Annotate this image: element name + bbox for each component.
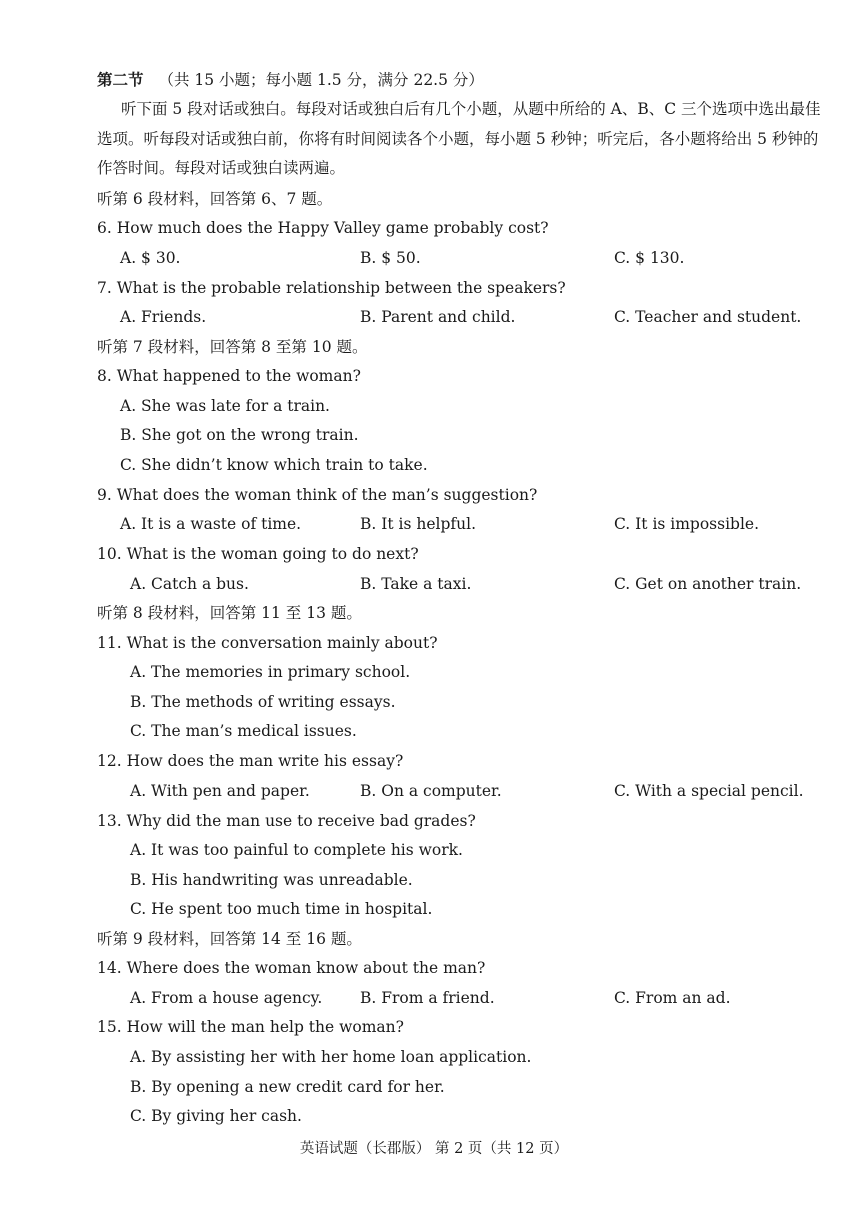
option-a: A. It is a waste of time. bbox=[120, 515, 302, 533]
option-c: C. The man’s medical issues. bbox=[130, 722, 357, 740]
option-b: B. Parent and child. bbox=[360, 308, 516, 326]
option-a: A. By assisting her with her home loan application. bbox=[130, 1048, 532, 1066]
question-stem: 6. How much does the Happy Valley game probably cost? bbox=[97, 219, 549, 237]
option-a: A. Catch a bus. bbox=[130, 575, 249, 593]
question-stem: 11. What is the conversation mainly about? bbox=[97, 634, 438, 652]
section-instructions: 听下面 5 段对话或独白。每段对话或独白后有几个小题，从题中所给的 A、B、C 三个选项中选出最佳选项。听每段对话或独白前，你将有时间阅读各个小题，每小题 5 秒钟；听完后，各小题将给出 5 秒钟的作答时间。每段对话或独白读两遍。 bbox=[97, 100, 821, 177]
option-b: B. Take a taxi. bbox=[360, 575, 472, 593]
page-footer: 英语试题（长郡版） 第 2 页（共 12 页） bbox=[299, 1141, 569, 1157]
option-c: C. With a special pencil. bbox=[614, 782, 804, 800]
option-c: C. Teacher and student. bbox=[614, 308, 802, 326]
option-c: C. $ 130. bbox=[614, 249, 685, 267]
material-heading: 听第 9 段材料，回答第 14 至 16 题。 bbox=[97, 930, 362, 948]
material-heading: 听第 6 段材料，回答第 6、7 题。 bbox=[97, 190, 333, 208]
question-stem: 9. What does the woman think of the man’s suggestion? bbox=[97, 486, 538, 504]
option-b: B. The methods of writing essays. bbox=[130, 693, 396, 711]
option-b: B. It is helpful. bbox=[360, 515, 477, 533]
option-c: C. Get on another train. bbox=[614, 575, 802, 593]
question-stem: 12. How does the man write his essay? bbox=[97, 752, 404, 770]
section-info: （共 15 小题；每小题 1.5 分，满分 22.5 分） bbox=[158, 71, 484, 89]
option-a: A. It was too painful to complete his work. bbox=[130, 841, 463, 859]
option-a: A. The memories in primary school. bbox=[130, 663, 411, 681]
question-stem: 7. What is the probable relationship between the speakers? bbox=[97, 279, 566, 297]
option-a: A. From a house agency. bbox=[130, 989, 323, 1007]
option-a: A. Friends. bbox=[120, 308, 207, 326]
material-heading: 听第 8 段材料，回答第 11 至 13 题。 bbox=[97, 604, 362, 622]
option-c: C. From an ad. bbox=[614, 989, 731, 1007]
option-c: C. He spent too much time in hospital. bbox=[130, 900, 433, 918]
option-b: B. On a computer. bbox=[360, 782, 502, 800]
option-b: B. $ 50. bbox=[360, 249, 421, 267]
option-b: B. From a friend. bbox=[360, 989, 495, 1007]
option-b: B. She got on the wrong train. bbox=[120, 426, 359, 444]
question-stem: 13. Why did the man use to receive bad grades? bbox=[97, 812, 476, 830]
section-heading bbox=[97, 69, 484, 91]
option-c: C. She didn’t know which train to take. bbox=[120, 456, 428, 474]
question-stem: 8. What happened to the woman? bbox=[97, 367, 361, 385]
option-b: B. His handwriting was unreadable. bbox=[130, 871, 413, 889]
option-b: B. By opening a new credit card for her. bbox=[130, 1078, 445, 1096]
question-stem: 10. What is the woman going to do next? bbox=[97, 545, 419, 563]
question-stem: 14. Where does the woman know about the man? bbox=[97, 959, 486, 977]
option-c: C. By giving her cash. bbox=[130, 1107, 302, 1125]
option-a: A. With pen and paper. bbox=[130, 782, 310, 800]
option-a: A. She was late for a train. bbox=[120, 397, 330, 415]
option-c: C. It is impossible. bbox=[614, 515, 760, 533]
question-stem: 15. How will the man help the woman? bbox=[97, 1018, 404, 1036]
option-a: A. $ 30. bbox=[120, 249, 181, 267]
section-title: 第二节 bbox=[97, 70, 144, 89]
material-heading: 听第 7 段材料，回答第 8 至第 10 题。 bbox=[97, 338, 368, 356]
